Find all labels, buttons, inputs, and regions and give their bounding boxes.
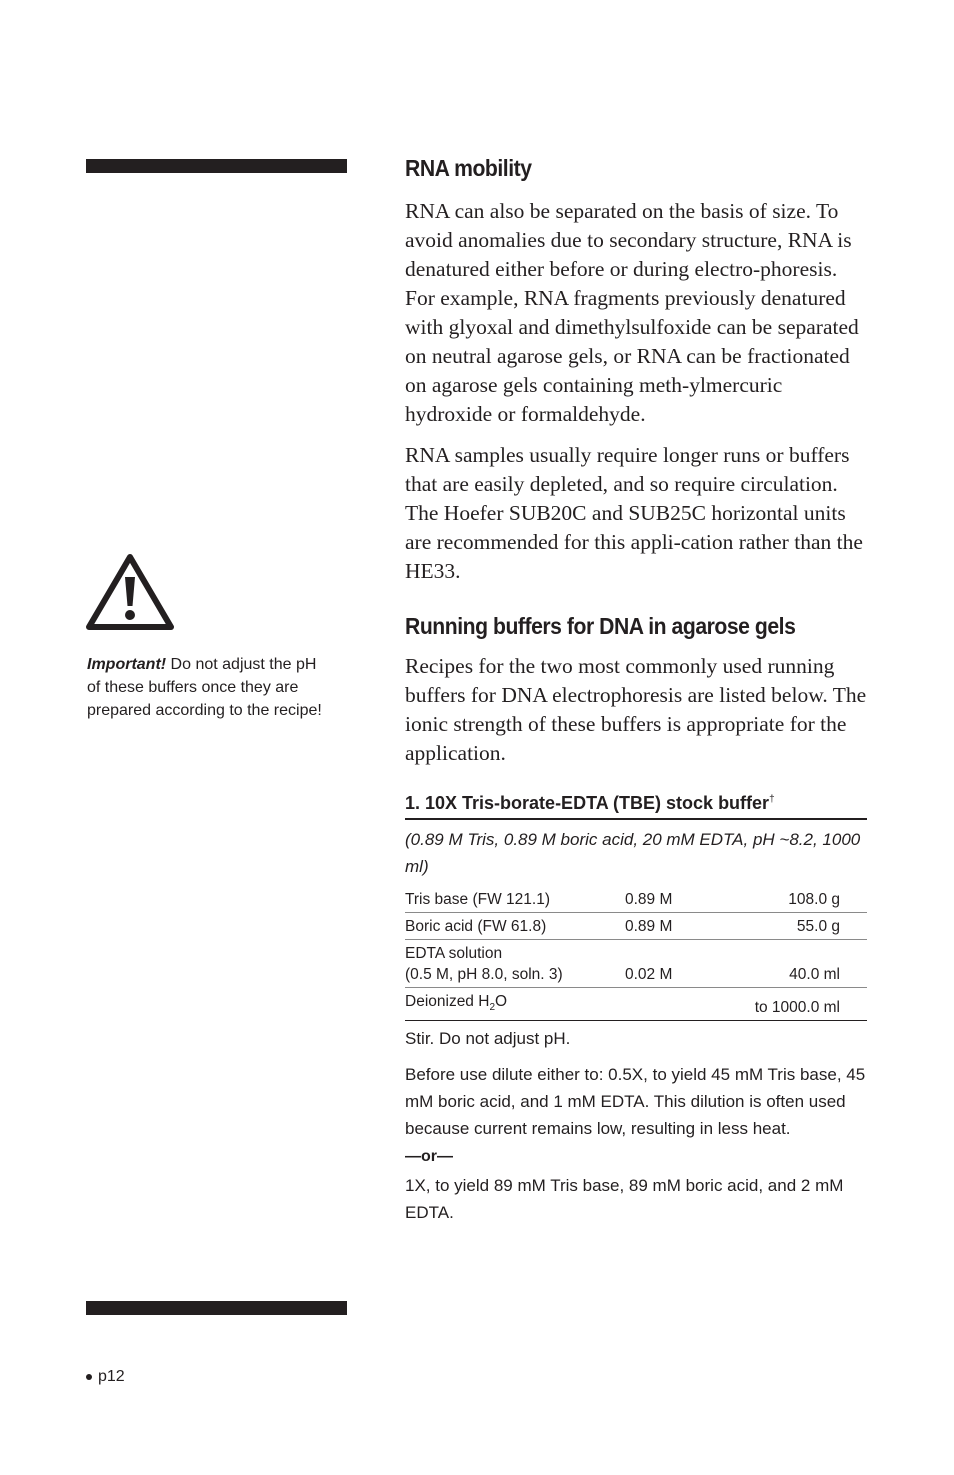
ingredient-name-suffix: O — [495, 993, 508, 1010]
stir-note: Stir. Do not adjust pH. — [405, 1029, 571, 1049]
table-row — [405, 988, 867, 1021]
table-row — [405, 886, 867, 913]
ingredient-amount: to 1000.0 ml — [715, 988, 867, 1021]
tbe-recipe-table — [405, 886, 867, 1021]
bottom-rule — [86, 1301, 347, 1315]
or-separator: —or— — [405, 1148, 453, 1166]
dilution-option-2: 1X, to yield 89 mM Tris base, 89 mM boric acid, and 2 mM EDTA. — [405, 1176, 844, 1223]
ingredient-concentration: 0.89 M — [625, 913, 715, 940]
warning-triangle-icon — [86, 553, 174, 631]
rna-paragraph-1: RNA can also be separated on the basis of size. To avoid anomalies due to secondary structure, RNA is denatured either before or during electro-phoresis. For example, RNA fragments previously denatured with glyoxal and dimethylsulfoxide can be separated on neutral agarose gels, or RNA can be fractionated on agarose gels containing meth-ylmercuric hydroxide or formaldehyde. — [405, 199, 859, 426]
ingredient-concentration: 0.89 M — [625, 886, 715, 913]
subscript: 2 — [489, 1002, 495, 1014]
ingredient-concentration — [625, 988, 715, 1021]
main-column — [405, 152, 867, 1226]
ingredient-name-text: Deionized H — [405, 993, 490, 1010]
ingredient-amount: 55.0 g — [715, 913, 867, 940]
ingredient-name-line1: EDTA solution — [405, 945, 503, 962]
table-row — [405, 913, 867, 940]
top-rule — [86, 159, 347, 173]
ingredient-name-line2: (0.5 M, pH 8.0, soln. 3) — [405, 966, 563, 983]
page-footer — [86, 1368, 125, 1386]
page-number: p12 — [98, 1368, 125, 1385]
ingredient-name: Boric acid (FW 61.8) — [405, 913, 625, 940]
ingredient-name: Tris base (FW 121.1) — [405, 886, 625, 913]
important-text: Do not adjust the pH of these buffers once they are prepared according to the recipe! — [87, 656, 322, 719]
bullet-icon — [86, 1374, 92, 1380]
ingredient-name — [405, 988, 625, 1021]
tbe-heading — [405, 793, 867, 820]
table-row — [405, 940, 867, 988]
tbe-heading-text: 1. 10X Tris-borate-EDTA (TBE) stock buffer — [405, 793, 770, 813]
rna-mobility-heading: RNA mobility — [405, 155, 532, 181]
running-buffers-heading: Running buffers for DNA in agarose gels — [405, 613, 796, 639]
buffers-paragraph: Recipes for the two most commonly used running buffers for DNA electrophoresis are listed below. The ionic strength of these buffers is appropriate for the application. — [405, 654, 867, 765]
tbe-spec: (0.89 M Tris, 0.89 M boric acid, 20 mM EDTA, pH ~8.2, 1000 ml) — [405, 830, 861, 876]
ingredient-name — [405, 940, 625, 988]
ingredient-concentration: 0.02 M — [625, 940, 715, 988]
ingredient-amount: 40.0 ml — [715, 940, 867, 988]
important-label: Important! — [87, 656, 167, 673]
dagger-mark: † — [769, 794, 775, 805]
ingredient-amount: 108.0 g — [715, 886, 867, 913]
rna-paragraph-2: RNA samples usually require longer runs or buffers that are easily depleted, and so require circulation. The Hoefer SUB20C and SUB25C horizontal units are recommended for this appli-cation rather than the HE33. — [405, 443, 863, 583]
dilution-option-1: Before use dilute either to: 0.5X, to yield 45 mM Tris base, 45 mM boric acid, and 1 mM EDTA. This dilution is often used because current remains low, resulting in less heat. — [405, 1065, 866, 1139]
important-note — [87, 653, 327, 722]
